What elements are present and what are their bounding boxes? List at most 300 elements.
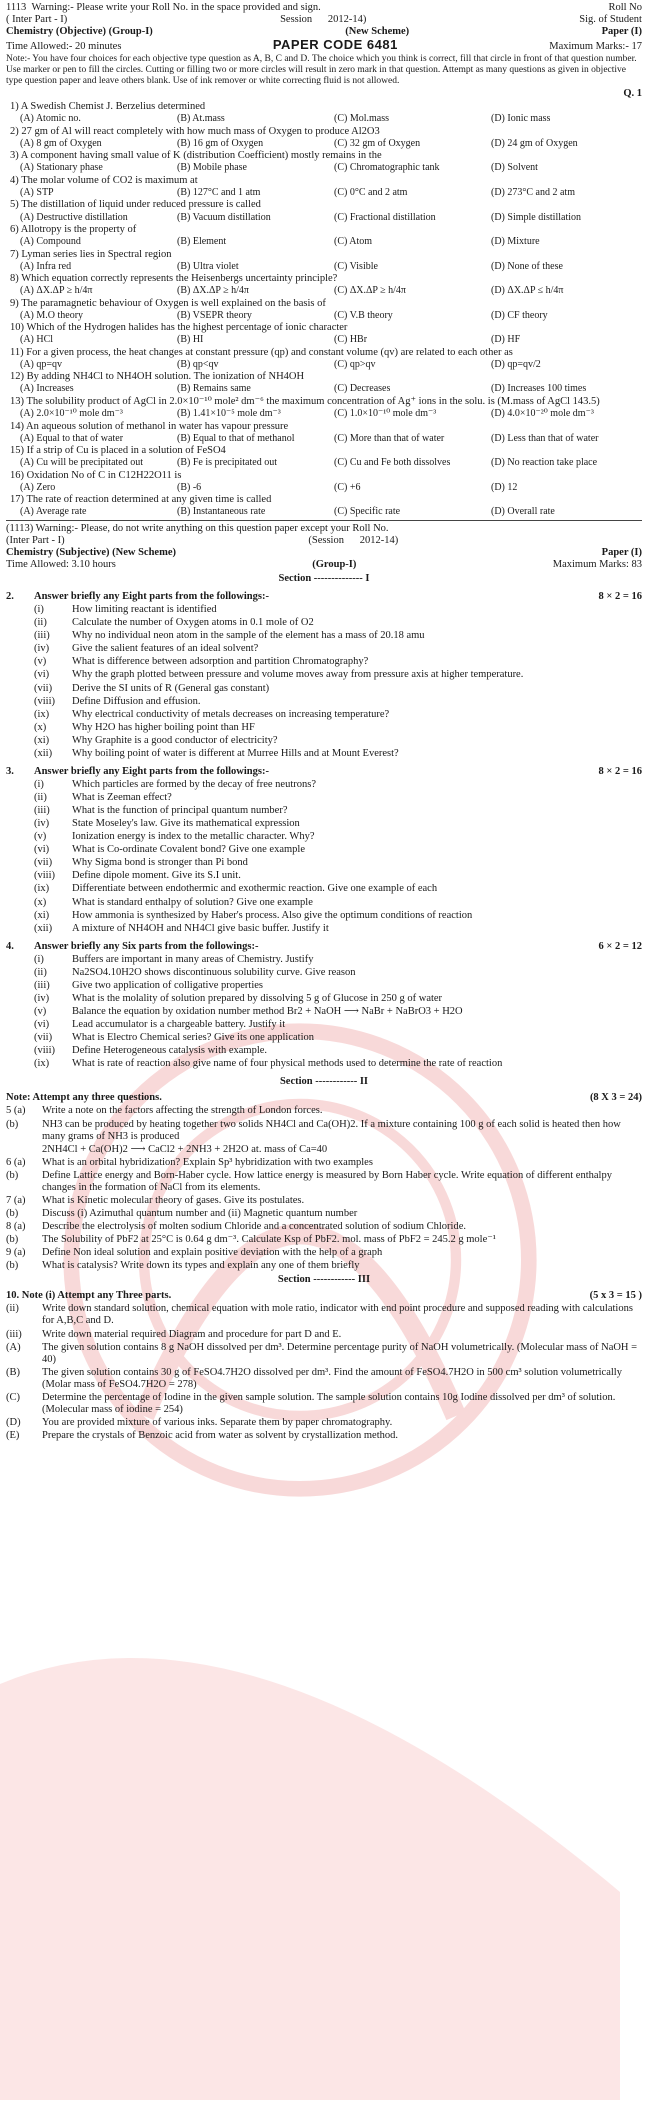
part-number: (x): [34, 896, 47, 908]
short-question-block: [6, 941, 642, 1071]
mcq-item: [6, 445, 642, 469]
mcq-options: [6, 261, 642, 273]
part-number: (ii): [34, 966, 47, 978]
mcq-option: (A) HCl: [20, 334, 54, 346]
mcq-option: (D) HF: [491, 334, 521, 346]
question-number: 3.: [6, 765, 14, 777]
question-part: [34, 735, 642, 747]
question-part: [34, 709, 642, 721]
long-question-text: Describe the electrolysis of molten sodium Chloride and a concentrated solution of sodium Chloride.: [42, 1221, 466, 1232]
question-part: [34, 993, 642, 1005]
long-question-number: (b): [6, 1207, 19, 1219]
long-question: [6, 1260, 642, 1272]
long-question-number: (C): [6, 1391, 20, 1403]
question-part: [34, 805, 642, 817]
long-question-text: Write a note on the factors affecting the strength of London forces.: [42, 1105, 323, 1117]
part-text: Define dipole moment. Give its S.I unit.: [72, 870, 241, 882]
part-text: Why H2O has higher boiling point than HF: [72, 721, 255, 733]
part-number: (vii): [34, 857, 53, 869]
mcq-option: (B) HI: [177, 334, 204, 346]
short-question-block: [6, 591, 642, 760]
part-number: (ii): [34, 617, 47, 629]
mcq-options: [6, 359, 642, 371]
question-number: 2.: [6, 591, 14, 603]
subjective-row-2: [6, 535, 642, 547]
mcq-number: 12): [10, 371, 24, 383]
long-question-text: Prepare the crystals of Benzoic acid from water as solvent by crystallization method.: [42, 1430, 399, 1441]
part-number: (iii): [34, 979, 50, 991]
mcq-option: (D) No reaction take place: [491, 457, 598, 469]
section-3-title: Section ------------ III: [277, 1274, 371, 1286]
mcq-option: (C) ΔX.ΔP ≥ h/4π: [334, 285, 406, 297]
mcq-option: (A) Average rate: [20, 506, 87, 518]
long-question-number: (b): [6, 1169, 19, 1181]
mcq-option: (A) ΔX.ΔP ≥ h/4π: [20, 285, 93, 297]
question-part: [34, 883, 642, 895]
mcq-item: [6, 322, 642, 346]
mcq-option: (C) 0°C and 2 atm: [334, 186, 408, 198]
mcq-option: (C) Cu and Fe both dissolves: [334, 457, 451, 469]
mcq-options: [6, 236, 642, 248]
question-part: [34, 980, 642, 992]
part-number: (ii): [34, 792, 47, 803]
part-text: Differentiate between endothermic and exothermic reaction. Give one example of each: [72, 883, 438, 895]
mcq-option: (D) qp=qv/2: [491, 358, 541, 370]
mcq-options: [6, 383, 642, 395]
subjective-time: Time Allowed: 3.10 hours: [6, 558, 116, 570]
long-question-number: (iii): [6, 1328, 22, 1340]
long-question: [6, 1157, 642, 1169]
part-text: Calculate the number of Oxygen atoms in 0.1 mole of O2: [72, 617, 314, 629]
mcq-option: (D) Overall rate: [491, 506, 555, 518]
question-part: [34, 870, 642, 882]
part-text: Balance the equation by oxidation number method Br2 + NaOH ⟶ NaBr + NaBrO3 + H2O: [72, 1006, 463, 1017]
subjective-row-3: [6, 547, 642, 559]
question-part: [34, 1006, 642, 1018]
mcq-options: [6, 138, 642, 150]
mcq-option: (D) CF theory: [491, 309, 548, 321]
mcq-option: (D) Mixture: [491, 236, 540, 248]
long-question-text: Write down material required Diagram and procedure for part D and E.: [42, 1328, 342, 1340]
mcq-item: [6, 249, 642, 273]
question-part: [34, 617, 642, 629]
part-text: Buffers are important in many areas of Chemistry. Justify: [72, 953, 314, 965]
question-part: [34, 857, 642, 869]
signature-label: Sig. of Student: [579, 14, 642, 26]
part-text: What is rate of reaction also give name of four physical methods used to determine the rate of reaction: [72, 1058, 503, 1070]
mcq-number: 3): [10, 150, 19, 162]
mcq-item: [6, 421, 642, 445]
question-part: [34, 683, 642, 695]
mcq-question: [6, 298, 642, 310]
time-allowed: Time Allowed:- 20 minutes: [6, 41, 122, 53]
mcq-text: Which equation correctly represents the Heisenbergs uncertainty principle?: [21, 273, 338, 285]
part-text: Derive the SI units of R (General gas constant): [72, 682, 270, 694]
part-text: How limiting reactant is identified: [72, 604, 217, 616]
long-question: [6, 1367, 642, 1391]
mcq-number: 8): [10, 273, 19, 285]
long-question-number: 7 (a): [6, 1194, 26, 1206]
mcq-option: (C) More than that of water: [334, 432, 445, 444]
part-text: Define Diffusion and effusion.: [72, 695, 201, 707]
mcq-option: (B) ΔX.ΔP ≥ h/4π: [177, 285, 249, 297]
mcq-text: An aqueous solution of methanol in water has vapour pressure: [26, 420, 289, 432]
question-part: [34, 897, 642, 909]
part-text: Why the graph plotted between pressure and volume moves away from pressure axis at higher temperature.: [72, 669, 524, 681]
mcq-option: (A) Atomic no.: [20, 113, 81, 125]
mcq-option: (B) 127°C and 1 atm: [177, 186, 261, 198]
mcq-options: [6, 310, 642, 322]
question-parts: [6, 954, 642, 1071]
mcq-number: 16): [10, 469, 24, 481]
long-question-text: You are provided mixture of various inks. Separate them by paper chromatography.: [42, 1416, 393, 1428]
mcq-number: 1): [10, 101, 19, 113]
exam-paper: [6, 2, 642, 1443]
mcq-option: (D) Solvent: [491, 162, 538, 174]
part-number: (ix): [34, 1058, 50, 1070]
long-question: [6, 1208, 642, 1220]
part-text: What is difference between adsorption and partition Chromatography?: [72, 656, 369, 668]
mcq-option: (C) +6: [334, 481, 361, 493]
long-question-text: What is an orbital hybridization? Explain Sp³ hybridization with two examples: [42, 1156, 373, 1168]
long-question: [6, 1329, 642, 1341]
mcq-text: 27 gm of Al will react completely with how much mass of Oxygen to produce Al2O3: [21, 125, 380, 137]
part-text: Why Sigma bond is stronger than Pi bond: [72, 857, 248, 869]
mcq-question: [6, 175, 642, 187]
question-part: [34, 818, 642, 830]
roll-warning: Warning:- Please write your Roll No. in the space provided and sign.: [31, 2, 321, 13]
part-text: Na2SO4.10H2O shows discontinuous solubility curve. Give reason: [72, 966, 356, 978]
mcq-text: Allotropy is the property of: [20, 224, 137, 235]
mcq-option: (D) 24 gm of Oxygen: [491, 137, 578, 149]
q1-label: Q. 1: [623, 88, 642, 100]
mcq-number: 13): [10, 395, 24, 407]
mcq-item: [6, 101, 642, 125]
part-text: Why Graphite is a good conductor of electricity?: [72, 734, 278, 746]
subjective-paper: Paper (I): [601, 546, 642, 558]
question-title: Answer briefly any Eight parts from the followings:-: [34, 591, 269, 603]
part-number: (i): [34, 778, 44, 790]
mcq-option: (A) qp=qv: [20, 358, 63, 370]
question-part: [34, 792, 642, 804]
part-number: (ix): [34, 883, 50, 895]
part-number: (xi): [34, 909, 50, 921]
mcq-number: 11): [10, 346, 24, 358]
mcq-option: (A) Infra red: [20, 260, 72, 272]
long-question-number: (A): [6, 1341, 21, 1353]
subjective-warning: (1113) Warning:- Please, do not write anything on this question paper except your Roll No.: [6, 522, 389, 534]
max-marks: Maximum Marks:- 17: [549, 41, 642, 53]
part-number: (iv): [34, 818, 50, 830]
part-text: What is Co-ordinate Covalent bond? Give one example: [72, 844, 305, 856]
part-text: Give the salient features of an ideal solvent?: [72, 643, 259, 655]
part-text: What is Electro Chemical series? Give its one application: [72, 1032, 315, 1044]
section-2-list: [6, 1105, 642, 1272]
question-part: [34, 954, 642, 966]
mcq-text: By adding NH4Cl to NH4OH solution. The ionization of NH4OH: [26, 371, 305, 383]
long-question-text: Write down standard solution, chemical equation with mole ratio, indicator with end point procedure and supposed reading with calculations for A,B,C and D.: [42, 1303, 633, 1327]
long-question: [6, 1119, 642, 1143]
question-part: [34, 1045, 642, 1057]
mcq-item: [6, 396, 642, 420]
question-part: [34, 669, 642, 681]
mcq-text: Which of the Hydrogen halides has the highest percentage of ionic character: [26, 322, 348, 334]
mcq-item: [6, 470, 642, 494]
subjective-inter: (Inter Part - I): [6, 534, 65, 546]
mcq-option: (C) Fractional distillation: [334, 211, 436, 223]
part-text: Ionization energy is index to the metallic character. Why?: [72, 831, 315, 843]
mcq-option: (C) HBr: [334, 334, 368, 346]
mcq-option: (B) 1.41×10⁻⁵ mole dm⁻³: [177, 408, 281, 419]
question-marks: 8 × 2 = 16: [598, 591, 642, 603]
question-part: [34, 923, 642, 935]
mcq-option: (D) 12: [491, 481, 518, 493]
mcq-text: The solubility product of AgCl in 2.0×10⁻¹⁰ mole² dm⁻⁶ the maximum concentration of Ag⁺ ions in the solu. is (M.mass of AgCl 143.5): [26, 395, 600, 407]
mcq-number: 9): [10, 297, 19, 309]
question-part: [34, 844, 642, 856]
mcq-option: (B) 16 gm of Oxygen: [177, 137, 264, 149]
mcq-question: [6, 396, 642, 408]
part-number: (xi): [34, 734, 50, 746]
question-number: 4.: [6, 940, 14, 952]
mcq-question: [6, 101, 642, 113]
mcq-options: [6, 334, 642, 346]
mcq-option: (B) -6: [177, 481, 202, 493]
part-text: Why electrical conductivity of metals decreases on increasing temperature?: [72, 708, 390, 720]
part-text: What is standard enthalpy of solution? Give one example: [72, 896, 313, 908]
part-text: A mixture of NH4OH and NH4Cl give basic buffer. Justify it: [72, 922, 329, 934]
part-number: (iii): [34, 630, 50, 642]
question-parts: [6, 604, 642, 760]
paper-code: PAPER CODE 6481: [272, 37, 398, 53]
mcq-option: (B) Equal to that of methanol: [177, 432, 295, 444]
section-3-marks: (5 x 3 = 15 ): [589, 1290, 642, 1302]
long-question-text: The Solubility of PbF2 at 25°C is 0.64 g dm⁻³. Calculate Ksp of PbF2. mol. mass of PbF2 = 245.2 g mole⁻¹: [42, 1234, 496, 1246]
subjective-session: 2012-14): [359, 534, 399, 546]
long-question-number: (B): [6, 1366, 20, 1378]
part-number: (iv): [34, 992, 50, 1004]
mcq-text: Oxidation No of C in C12H22O11 is: [26, 469, 182, 481]
mcq-option: (A) 2.0×10⁻¹⁰ mole dm⁻³: [20, 408, 123, 419]
part-text: Lead accumulator is a chargeable battery. Justify it: [72, 1019, 286, 1031]
mcq-text: The molar volume of CO2 is maximum at: [21, 174, 198, 186]
part-number: (xii): [34, 922, 53, 934]
mcq-option: (B) qp<qv: [177, 358, 219, 370]
long-question-number: (b): [6, 1234, 19, 1246]
part-number: (v): [34, 1006, 47, 1017]
mcq-text: If a strip of Cu is placed in a solution of FeSO4: [26, 445, 226, 457]
question-part: [34, 722, 642, 734]
long-question-text: Define Non ideal solution and explain positive deviation with the help of a graph: [42, 1247, 383, 1259]
part-number: (v): [34, 656, 47, 668]
long-question-number: (b): [6, 1118, 19, 1130]
long-question: [6, 1417, 642, 1429]
mcq-option: (D) Ionic mass: [491, 113, 551, 125]
section-2-marks: (8 X 3 = 24): [589, 1092, 642, 1104]
mcq-option: (A) Cu will be precipitated out: [20, 457, 144, 469]
part-number: (vi): [34, 844, 50, 856]
mcq-number: 14): [10, 420, 24, 432]
mcq-option: (B) Ultra violet: [177, 260, 239, 272]
inter-part: ( Inter Part - I): [6, 14, 68, 26]
subject-title: Chemistry (Objective) (Group-I): [6, 26, 153, 38]
mcq-option: (A) Zero: [20, 481, 56, 493]
objective-note: Note:- You have four choices for each objective type question as A, B, C and D. The choice which you think is correct, fill that circle in front of that question number. Use marker or pen to fill the circles. Cutting or filling two or more circles will result in zero mark in that question. Attempt as many questions as given in objective type question paper and leave others blank. Use of ink remover or white correcting fluid is not allowed.: [6, 54, 637, 86]
question-part: [34, 604, 642, 616]
question-parts: [6, 779, 642, 935]
long-question-number: (E): [6, 1430, 20, 1441]
part-number: (iii): [34, 805, 50, 817]
long-question: [6, 1221, 642, 1233]
part-text: What is the function of principal quantum number?: [72, 805, 288, 817]
mcq-question: [6, 150, 642, 162]
part-number: (iv): [34, 643, 50, 655]
header-row-1: [6, 2, 642, 14]
mcq-option: (D) 273°C and 2 atm: [491, 186, 575, 198]
long-question-number: 8 (a): [6, 1221, 26, 1232]
mcq-option: (B) Remains same: [177, 383, 251, 395]
long-question: [6, 1195, 642, 1207]
mcq-options: [6, 285, 642, 297]
long-question-text: The given solution contains 8 g NaOH dissolved per dm³. Determine percentage purity of NaOH volumetrically. (Molecular mass of NaOH = 40): [42, 1341, 638, 1365]
mcq-options: [6, 457, 642, 469]
part-text: What is Zeeman effect?: [72, 792, 172, 803]
short-question-title: [6, 941, 258, 953]
part-number: (viii): [34, 1045, 55, 1057]
mcq-number: 4): [10, 174, 19, 186]
long-question-number: 9 (a): [6, 1247, 26, 1259]
mcq-text: A component having small value of K (distribution Coefficient) mostly remains in the: [20, 150, 382, 162]
section-2-title: Section ------------ II: [279, 1076, 369, 1088]
long-question: [6, 1392, 642, 1416]
long-question-text: Determine the percentage of Iodine in the given sample solution. The sample solution contains 10g Iodine dissolved per dm³ of solution. (Molecular mass of iodine = 254): [42, 1391, 616, 1415]
session-years: 2012-14): [327, 14, 367, 26]
subjective-subject: Chemistry (Subjective) (New Scheme): [6, 546, 176, 558]
mcq-option: (D) 4.0×10⁻²⁰ mole dm⁻³: [491, 408, 594, 419]
question-part: [34, 643, 642, 655]
long-question: [6, 1170, 642, 1194]
mcq-option: (B) Instantaneous rate: [177, 506, 266, 518]
mcq-number: 5): [10, 199, 19, 211]
question-part: [34, 967, 642, 979]
subjective-row-1: [6, 523, 642, 535]
mcq-options: [6, 433, 642, 445]
mcq-option: (C) qp>qv: [334, 358, 376, 370]
mcq-option: (B) Fe is precipitated out: [177, 457, 277, 469]
mcq-number: 7): [10, 248, 19, 260]
mcq-text: For a given process, the heat changes at constant pressure (qp) and constant volume (qv) are related to each other as: [26, 346, 513, 358]
mcq-option: (C) 32 gm of Oxygen: [334, 137, 421, 149]
mcq-item: [6, 347, 642, 371]
part-number: (v): [34, 831, 47, 843]
long-question-number: (D): [6, 1416, 21, 1428]
mcq-options: [6, 408, 642, 420]
long-question-text: NH3 can be produced by heating together two solids NH4Cl and Ca(OH)2. If a mixture containing 100 g of each solid is heated then how many grams of NH3 is produced: [42, 1118, 621, 1142]
mcq-list: [6, 101, 642, 518]
paper-label: Paper (I): [601, 26, 642, 38]
scheme: (New Scheme): [345, 26, 410, 38]
mcq-item: [6, 494, 642, 518]
question-part: [34, 779, 642, 791]
part-text: Why no individual neon atom in the sample of the element has a mass of 20.18 amu: [72, 630, 425, 642]
question-marks: 8 × 2 = 16: [598, 765, 642, 777]
long-question-number: (ii): [6, 1303, 19, 1315]
part-text: State Moseley's law. Give its mathematical expression: [72, 818, 300, 830]
long-question-text: The given solution contains 30 g of FeSO4.7H2O dissolved per dm³. Find the amount of FeSO4.7H2O in 500 cm³ solution volumetrically (Molar mass of FeSO4.7H2O = 278): [42, 1366, 622, 1390]
long-question-number: [6, 1144, 36, 1156]
long-question: [6, 1234, 642, 1246]
mcq-option: (C) Atom: [334, 236, 373, 248]
mcq-question: [6, 126, 642, 138]
mcq-options: [6, 113, 642, 125]
long-question-text: Discuss (i) Azimuthal quantum number and (ii) Magnetic quantum number: [42, 1207, 358, 1219]
mcq-text: A Swedish Chemist J. Berzelius determined: [20, 101, 206, 113]
mcq-text: The rate of reaction determined at any given time is called: [26, 494, 272, 506]
part-text: Give two application of colligative properties: [72, 979, 263, 991]
part-number: (xii): [34, 747, 53, 759]
mcq-options: [6, 506, 642, 518]
mcq-number: 2): [10, 125, 19, 137]
mcq-option: (C) Specific rate: [334, 506, 401, 518]
short-question-title: [6, 766, 269, 778]
header-row-2: [6, 14, 642, 26]
mcq-option: (D) Simple distillation: [491, 211, 581, 223]
mcq-item: [6, 371, 642, 395]
question-marks: 6 × 2 = 12: [598, 940, 642, 952]
mcq-option: (B) Element: [177, 236, 227, 248]
mcq-number: 6): [10, 224, 19, 235]
mcq-number: 17): [10, 494, 24, 506]
mcq-item: [6, 150, 642, 174]
long-question-number: 6 (a): [6, 1156, 26, 1168]
short-question-head: [6, 941, 642, 953]
long-question: [6, 1303, 642, 1327]
mcq-text: Lyman series lies in Spectral region: [21, 248, 172, 260]
mcq-item: [6, 298, 642, 322]
part-text: Define Heterogeneous catalysis with example.: [72, 1045, 268, 1057]
long-question-text: Define Lattice energy and Born-Haber cycle. How lattice energy is measured by Born Haber cycle. Write equation of different enthalpy changes in the formation of NaCl from its elements.: [42, 1169, 612, 1193]
roll-no-label: Roll No: [608, 2, 642, 13]
long-question: [6, 1430, 642, 1442]
mcq-item: [6, 224, 642, 248]
part-text: What is the molality of solution prepared by dissolving 5 g of Glucose in 250 g of water: [72, 992, 443, 1004]
mcq-options: [6, 162, 642, 174]
mcq-option: (A) Equal to that of water: [20, 432, 124, 444]
long-question-number: 5 (a): [6, 1105, 26, 1117]
mcq-options: [6, 212, 642, 224]
mcq-question: [6, 421, 642, 433]
mcq-option: (A) STP: [20, 186, 54, 198]
mcq-item: [6, 126, 642, 150]
mcq-option: (C) Chromatographic tank: [334, 162, 440, 174]
mcq-question: [6, 224, 642, 236]
question-part: [34, 696, 642, 708]
question-title: Answer briefly any Eight parts from the followings:-: [34, 765, 269, 777]
question-part: [34, 910, 642, 922]
mcq-question: [6, 322, 642, 334]
section-3-note: 10. Note (i) Attempt any Three parts.: [6, 1290, 172, 1302]
mcq-item: [6, 199, 642, 223]
mcq-option: (B) Mobile phase: [177, 162, 247, 174]
part-text: How ammonia is synthesized by Haber's process. Also give the optimum conditions of reaction: [72, 909, 473, 921]
long-question: [6, 1105, 642, 1117]
mcq-text: The paramagnetic behaviour of Oxygen is well explained on the basis of: [21, 297, 326, 309]
subjective-session-label: (Session: [308, 534, 344, 546]
section-1-title: Section -------------- I: [278, 573, 370, 584]
part-number: (ix): [34, 708, 50, 720]
section-2-head: [6, 1092, 642, 1104]
long-question: [6, 1247, 642, 1259]
